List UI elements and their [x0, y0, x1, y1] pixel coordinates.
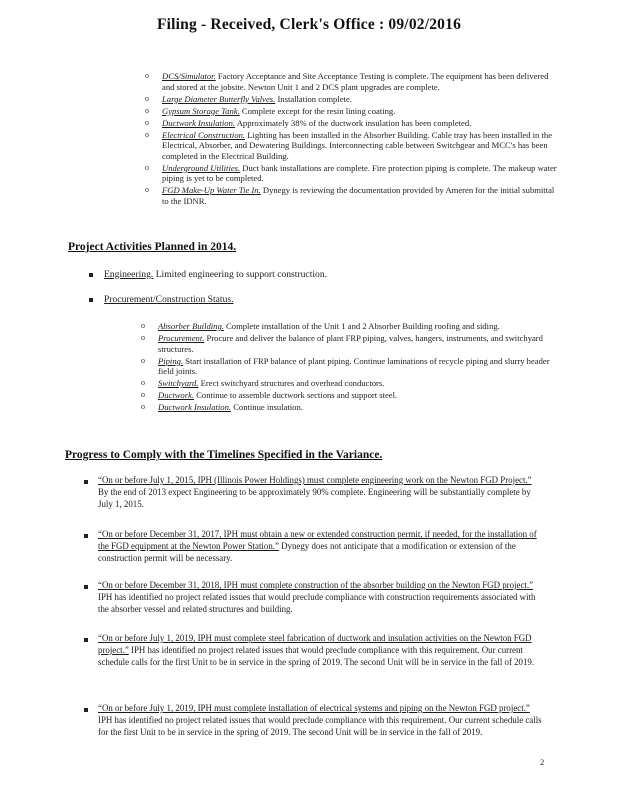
requirement-quote: “On or before July 1, 2019, IPH must complete steel fabrication of ductwork and insulation activities on the Newton FGD project.” [98, 633, 532, 656]
sub-bullet: o [145, 185, 149, 194]
requirement-text: IPH has identified no project related issues that would preclude compliance with construction requirements associated with the absorber vessel and related structures and building. [98, 592, 536, 615]
list-item [141, 321, 556, 332]
item-label: Large Diameter Butterfly Valves. [162, 93, 276, 104]
item-label: Ductwork Insulation. [162, 117, 236, 128]
requirement-text: By the end of 2013 expect Engineering to be approximately 90% complete. Engineering will be substantially complete by July 1, 2015. [98, 487, 531, 510]
square-bullet-icon [89, 298, 93, 302]
item-text: Duct bank installations are complete. Fire protection piping is complete. The makeup water piping is yet to be completed. [162, 162, 557, 183]
requirement-item [98, 579, 544, 616]
list-item [145, 185, 557, 206]
filing-stamp: Filing - Received, Clerk's Office : 09/02/2016 [156, 16, 462, 33]
sub-bullet: o [145, 129, 149, 139]
planned-list [141, 321, 556, 414]
page-number: 2 [540, 757, 545, 767]
engineering-label: Engineering. [104, 269, 154, 280]
item-label: Ductwork. [158, 390, 195, 400]
requirement-quote: “On or before December 31, 2018, IPH must complete construction of the absorber building on the Newton FGD project.” [98, 580, 534, 590]
engineering-item [104, 269, 327, 280]
list-item [145, 71, 557, 92]
item-label: Ductwork Insulation. [158, 402, 232, 412]
list-item [145, 117, 557, 129]
engineering-text: Limited engineering to support construction. [153, 269, 328, 280]
sub-bullet: o [141, 321, 145, 330]
procurement-item [104, 294, 234, 305]
list-item [145, 162, 557, 184]
section-heading-progress: Progress to Comply with the Timelines Specified in the Variance. [65, 449, 383, 461]
item-label: Absorber Building. [158, 321, 224, 331]
sub-bullet: o [141, 378, 145, 387]
item-text: Start installation of FRP balance of plant piping. Continue laminations of recycle piping and slurry header field joints. [158, 355, 550, 376]
item-text: Erect switchyard structures and overhead conductors. [198, 378, 385, 388]
item-label: Underground Utilities. [162, 162, 241, 173]
item-text: Continue insulation. [231, 402, 303, 412]
square-bullet-icon [84, 708, 88, 712]
list-item [141, 402, 556, 413]
item-label: Procurement. [158, 333, 205, 343]
list-item [141, 390, 556, 401]
sub-bullet: o [145, 117, 149, 127]
sub-bullet: o [141, 333, 145, 342]
sub-bullet: o [145, 162, 149, 172]
item-label: DCS/Simulator. [162, 71, 216, 81]
list-item [141, 355, 556, 377]
list-item [141, 333, 556, 354]
sub-bullet: o [141, 402, 145, 411]
item-text: Lighting has been installed in the Absorber Building. Cable tray has been installed in the Electrical, Absorber, and Dewatering Buildings. Interconnecting cable between Switchgear and MCC's has been completed in the Electrical Building. [162, 129, 553, 161]
procurement-label: Procurement/Construction Status. [104, 294, 234, 305]
status-list [145, 71, 557, 208]
requirement-item [98, 632, 544, 669]
item-label: Piping. [158, 355, 184, 366]
section-heading-planned: Project Activities Planned in 2014. [68, 241, 237, 253]
item-label: Gypsum Storage Tank. [162, 105, 240, 116]
square-bullet-icon [84, 534, 88, 538]
item-label: Electrical Construction. [162, 129, 246, 140]
requirement-text: IPH has identified no project related issues that would preclude compliance with this requirement. Our current schedule calls for the first Unit to be in service in the spring of 2019. The second Unit will be in service in the fall of 2019. [98, 645, 535, 668]
item-text: Procure and deliver the balance of plant FRP piping, valves, hangers, instruments, and switchyard structures. [158, 333, 543, 354]
square-bullet-icon [84, 480, 88, 484]
item-text: Continue to assemble ductwork sections and support steel. [194, 390, 398, 400]
item-label: Switchyard. [158, 378, 199, 388]
item-text: Installation complete. [275, 93, 352, 104]
requirement-text: Dynegy does not anticipate that a modification or extension of the construction permit will be necessary. [98, 541, 516, 564]
item-text: Complete except for the resin lining coating. [239, 105, 396, 116]
list-item [145, 93, 557, 105]
item-text: Complete installation of the Unit 1 and 2 Absorber Building roofing and siding. [223, 321, 500, 331]
requirement-quote: “On or before December 31, 2017, IPH must obtain a new or extended construction permit, if needed, for the installation of the FGD equipment at the Newton Power Station.” [98, 529, 537, 552]
list-item [145, 129, 557, 162]
item-text: Factory Acceptance and Site Acceptance Testing is complete. The equipment has been delivered and stored at the jobsite. Newton Unit 1 and 2 DCS plant upgrades are complete. [162, 71, 549, 92]
item-text: Approximately 38% of the ductwork insulation has been completed. [235, 117, 472, 128]
requirement-text: IPH has identified no project related issues that would preclude compliance with this requirement. Our current schedule calls for the first Unit to be in service in the spring of 2019. The second Unit will be in service in the fall of 2019. [98, 715, 542, 738]
sub-bullet: o [141, 390, 145, 399]
requirement-item [98, 702, 544, 739]
requirement-item [98, 528, 544, 565]
sub-bullet: o [145, 105, 149, 115]
item-label: FGD Make-Up Water Tie In. [162, 185, 261, 195]
sub-bullet: o [145, 93, 149, 103]
list-item [145, 105, 557, 117]
sub-bullet: o [145, 71, 149, 80]
sub-bullet: o [141, 355, 145, 365]
requirement-item [98, 474, 544, 511]
square-bullet-icon [84, 638, 88, 642]
list-item [141, 378, 556, 389]
square-bullet-icon [84, 585, 88, 589]
square-bullet-icon [89, 273, 93, 277]
requirement-quote: “On or before July 1, 2015, IPH (Illinois Power Holdings) must complete engineering work on the Newton FGD Project.” [98, 475, 532, 485]
requirement-quote: “On or before July 1, 2019, IPH must complete installation of electrical systems and piping on the Newton FGD project.” [98, 703, 530, 713]
item-text: Dynegy is reviewing the documentation provided by Ameren for the initial submittal to the IDNR. [162, 185, 555, 206]
